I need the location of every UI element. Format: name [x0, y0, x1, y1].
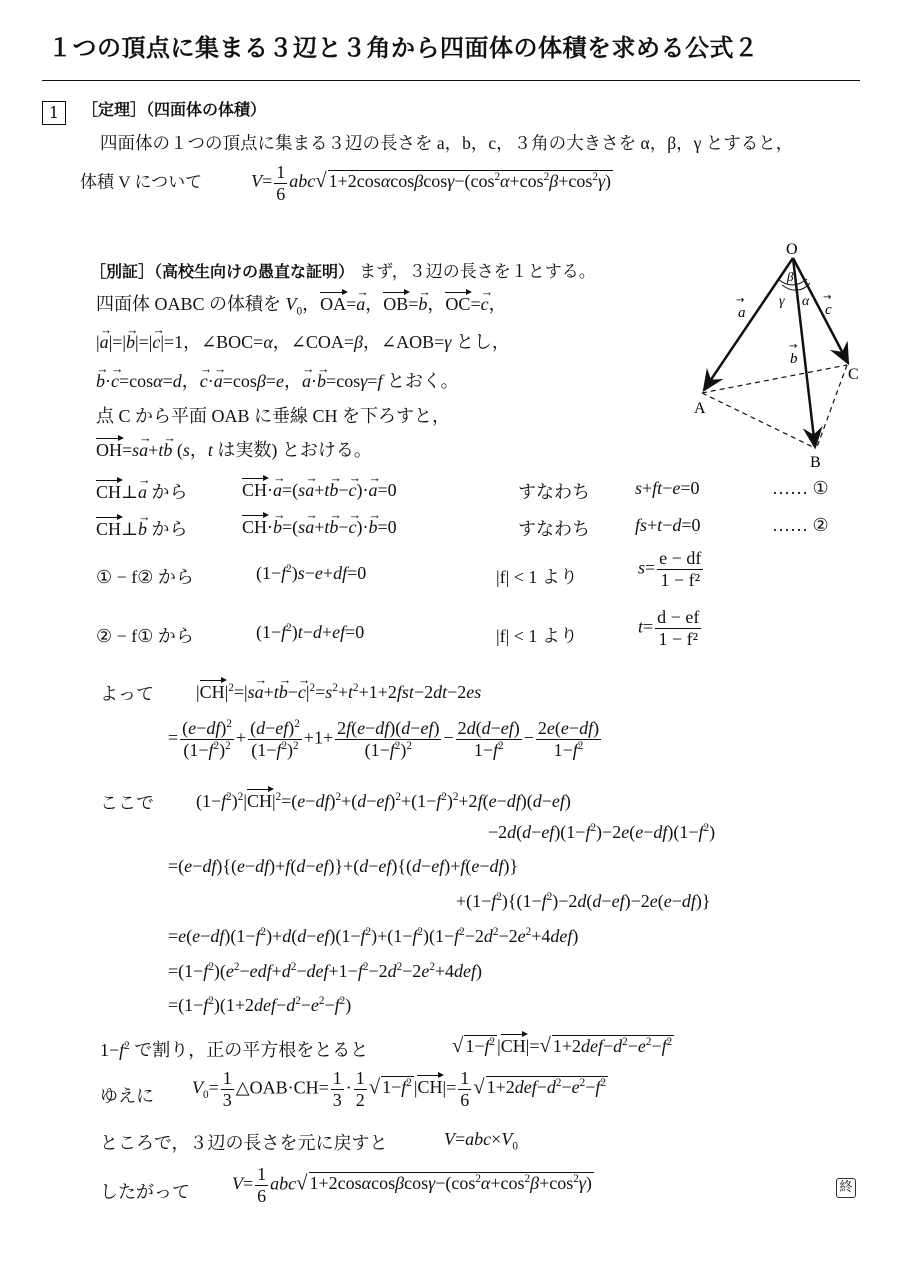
proof-line-4: 点 C から平面 OAB に垂線 CH を下ろすと，	[96, 406, 451, 426]
tokorode-equation: $V=abc\times V_0$	[444, 1129, 518, 1153]
equation-1-tag: …… ①	[772, 478, 829, 498]
label-O: O	[786, 241, 798, 258]
theorem-volume-label: 体積 V について	[80, 172, 203, 192]
kokode-label: ここで	[100, 793, 154, 813]
title-divider	[42, 80, 860, 81]
angle-arc-gamma	[782, 285, 797, 290]
tetrahedron-figure	[680, 235, 880, 475]
svg-text:→: →	[789, 341, 798, 352]
proof-heading: ［別証］（高校生向けの愚直な証明）	[90, 262, 355, 281]
solve-row-1-eq: $(1-f^2)s-e+df=0$	[256, 563, 367, 583]
perp-row-2-word: すなわち	[518, 519, 590, 539]
kokode-line-4: $+(1-f^2)\{(1-f^2)-2d(d-ef)-2e(e-df)\}$	[456, 891, 711, 911]
yueni-label: ゆえに	[100, 1086, 154, 1106]
divide-equation: √ $1-f^2$ |CH|=√ $1+2def-d^2-e^2-f^2$	[452, 1035, 673, 1057]
end-of-proof-mark: 終	[836, 1178, 856, 1198]
solve-row-1-reason: |f| < 1 より	[496, 567, 578, 587]
theorem-formula: V= $\frac{1}{6}$ abc√ $1+2\cos\alpha\cos\beta\cos\gamma-(\cos^2\alpha+\cos^2\beta+\cos^2\gamma)$	[251, 162, 612, 204]
solve-row-1-cond: ① − f② から	[96, 567, 194, 587]
final-formula: V= $\frac{1}{6}$ abc√ $1+2\cos\alpha\cos\beta\cos\gamma-(\cos^2\alpha+\cos^2\beta+\cos^2\gamma)$	[232, 1164, 592, 1206]
proof-heading-row	[90, 257, 596, 282]
yotte-expansion: = $\frac{(e-df)^2}{(1-f^2)^2}$ + $\frac{(d-ef)^2}{(1-f^2)^2}$ +1+ $\frac{2f(e-df)(d-ef)}{(1-f^2)^2}$ − $\frac{2d(d-ef)}{1-f^2}$ − $\frac{2e(e-df)}{1-f^2}$	[168, 718, 600, 760]
edge-BC	[817, 365, 847, 447]
proof-line-5: OH=s→ a+t→ b (s，t は実数) とおける。	[96, 436, 372, 462]
kokode-line-6: $=(1-f^2)(e^2-edf+d^2-def+1-f^2-2d^2-2e^2+4def)$	[168, 961, 483, 981]
solve-row-2-eq: $(1-f^2)t-d+ef=0$	[256, 622, 365, 642]
theorem-formula-row	[80, 162, 613, 204]
label-A: A	[694, 400, 706, 417]
kokode-line-1: $(1-f^2)^2|CH|^2=(e-df)^2+(d-ef)^2+(1-f^2)^2+2f(e-df)(d-ef)$	[196, 791, 571, 811]
edge-OC	[793, 258, 848, 363]
edge-AC	[702, 365, 847, 393]
perp-row-1-eq: CH·→ a=(s→ a+t→ b−→ c)·→ a=0	[242, 478, 397, 501]
tokorode-label: ところで，３辺の長さを元に戻すと	[100, 1133, 388, 1153]
perp-row-1-word: すなわち	[518, 482, 590, 502]
svg-text:→: →	[823, 292, 832, 303]
yotte-label: よって	[100, 684, 154, 704]
label-gamma: γ	[779, 294, 785, 309]
kokode-line-3: =(e−df){(e−df)+f(d−ef)}+(d−ef){(d−ef)+f(e−df)}	[168, 856, 519, 876]
label-beta: β	[787, 269, 794, 284]
proof-heading-tail: まず，３辺の長さを１とする。	[359, 262, 596, 281]
equation-1: s+ft−e=0	[635, 478, 700, 498]
equation-2-tag: …… ②	[772, 515, 829, 535]
solve-row-2-cond: ② − f① から	[96, 626, 194, 646]
page-title: １つの頂点に集まる３辺と３角から四面体の体積を求める公式２	[48, 34, 759, 62]
proof-line-2: |→ a|=|→ b|=|→ c|=1，∠BOC=α，∠COA=β，∠AOB=γ とし，	[96, 328, 510, 354]
label-vec-c: c	[825, 302, 832, 318]
label-C: C	[848, 366, 859, 383]
yueni-equation: $V_0=$ $\frac{1}{3}$ △OAB·CH= $\frac{1}{3}$ · $\frac{1}{2}$ √ $1-f^2$ |CH|= $\frac{1}{6}$ √ $1+2def-d^2-e^2-f^2$	[192, 1068, 606, 1110]
solve-row-2-reason: |f| < 1 より	[496, 626, 578, 646]
label-B: B	[810, 454, 821, 471]
section-number: 1	[42, 101, 66, 125]
equation-2: fs+t−d=0	[635, 515, 701, 535]
proof-line-1: 四面体 OABC の体積を $V_0$，OA=→ a，OB=→ b，OC=→ c，	[96, 290, 507, 318]
kokode-line-2: $-2d(d-ef)(1-f^2)-2e(e-df)(1-f^2)$	[488, 822, 716, 842]
shitagatte-label: したがって	[100, 1182, 190, 1202]
proof-line-3: → b·→ c=cosα=d，→ c·→ a=cosβ=e，→ a·→ b=cosγ=f とおく。	[96, 367, 459, 393]
edge-OA	[704, 258, 793, 390]
yotte-equation: $|CH|^2=|s\to a+t\to b-\to c|^2=s^2+t^2+1+2fst-2dt-2es$	[196, 680, 481, 703]
svg-text:→: →	[736, 295, 745, 306]
label-alpha: α	[802, 294, 810, 309]
kokode-line-5: $=e(e-df)(1-f^2)+d(d-ef)(1-f^2)+(1-f^2)(1-f^2-2d^2-2e^2+4def)$	[168, 926, 579, 946]
solve-row-1-result: s= $\frac{e - df}{\text{1 − f²}}$	[638, 548, 702, 590]
kokode-line-7: $=(1-f^2)(1+2def-d^2-e^2-f^2)$	[168, 995, 352, 1015]
solve-row-2-result: t= $\frac{d - ef}{\text{1 − f²}}$	[638, 607, 700, 649]
label-vec-a: a	[738, 305, 746, 321]
divide-label: $1-f^2$ で割り，正の平方根をとると	[100, 1040, 369, 1060]
edge-AB	[702, 393, 815, 448]
label-vec-b: b	[790, 351, 798, 367]
perp-row-1: CH⊥→ a から	[96, 478, 187, 504]
theorem-statement: 四面体の１つの頂点に集まる３辺の長さを a，b，c，３角の大きさを α，β，γ とすると，	[100, 133, 794, 153]
theorem-heading: ［定理］（四面体の体積）	[82, 100, 267, 119]
perp-row-2: CH⊥→ b から	[96, 515, 187, 541]
perp-row-2-eq: CH·→ b=(s→ a+t→ b−→ c)·→ b=0	[242, 515, 397, 538]
